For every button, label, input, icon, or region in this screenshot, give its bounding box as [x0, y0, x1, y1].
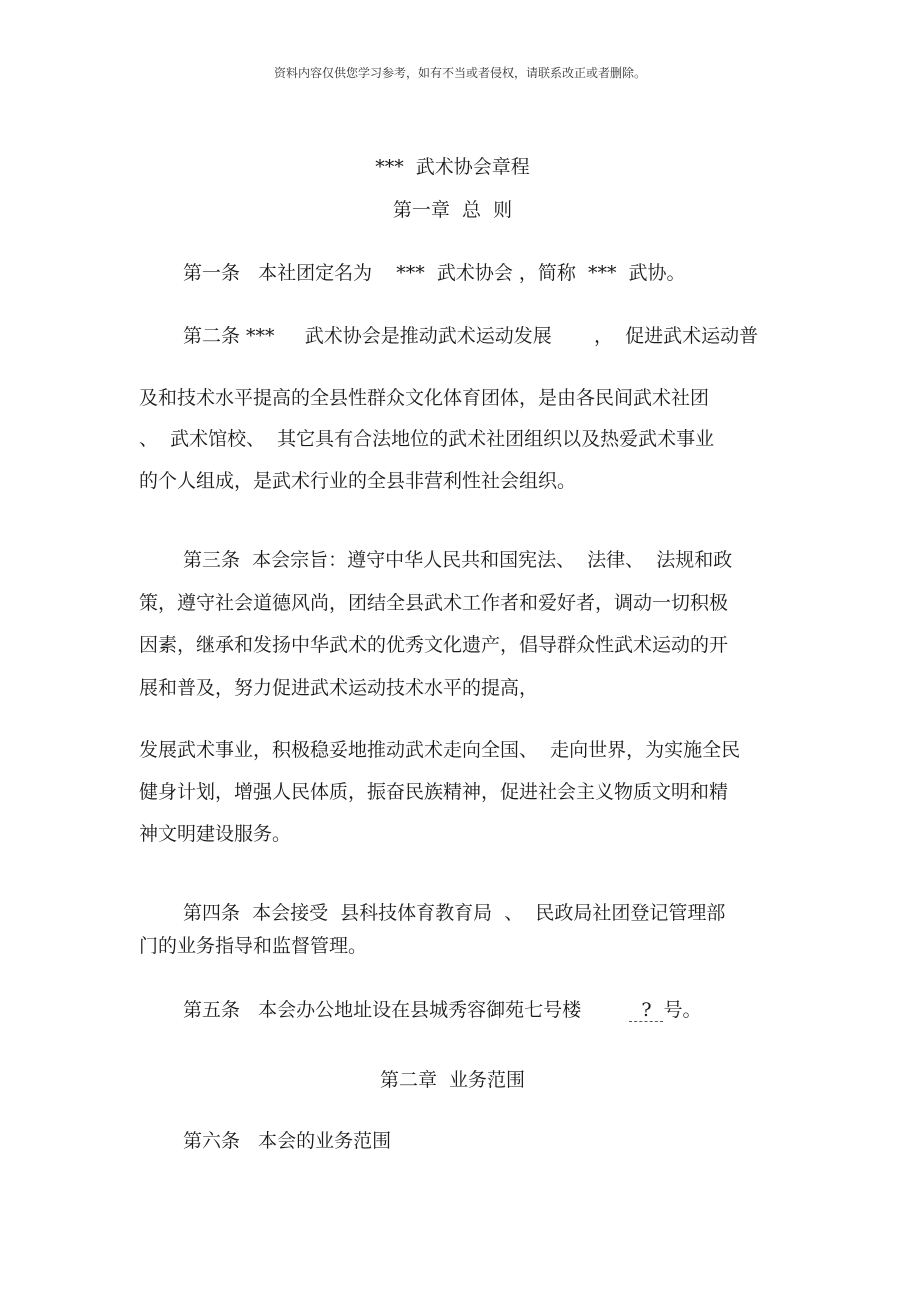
disclaimer-header: 资料内容仅供您学习参考，如有不当或者侵权，请联系改正或者删除。: [273, 66, 646, 80]
document-title: *** 武术协会章程: [375, 156, 530, 178]
address-blank: ?: [629, 999, 663, 1022]
article-3-line-3: 因素，继承和发扬中华武术的优秀文化遗产，倡导群众性武术运动的开: [139, 634, 729, 656]
article-1: 第一条 本社团定名为 *** 武术协会 ，简称 *** 武协。: [183, 262, 686, 284]
article-4-line-1: 第四条 本会接受 县科技体育教育局 、 民政局社团登记管理部: [183, 902, 726, 924]
article-6: 第六条 本会的业务范围: [183, 1130, 392, 1152]
article-5-suffix: 号。: [663, 999, 702, 1021]
article-2-line-3: 、 武术馆校、 其它具有合法地位的武术社团组织以及热爱武术事业: [139, 428, 715, 450]
article-3-line-5: 发展武术事业，积极稳妥地推动武术走向全国、 走向世界，为实施全民: [139, 739, 741, 761]
chapter-2-title: 第二章 业务范围: [379, 1069, 526, 1091]
article-5-text: 第五条 本会办公地址设在县城秀容御苑七号楼: [183, 999, 630, 1021]
chapter-1-title: 第一章 总 则: [392, 199, 513, 221]
article-2-line-2: 及和技术水平提高的全县性群众文化体育团体，是由各民间武术社团: [139, 387, 710, 409]
article-3-line-1: 第三条 本会宗旨：遵守中华人民共和国宪法、 法律、 法规和政: [183, 549, 733, 571]
article-2-line-4: 的个人组成，是武术行业的全县非营利性社会组织。: [139, 470, 577, 492]
article-3-line-7: 神文明建设服务。: [139, 823, 292, 845]
article-3-line-4: 展和普及，努力促进武术运动技术水平的提高，: [139, 677, 539, 699]
article-3-line-2: 策，遵守社会道德风尚，团结全县武术工作者和爱好者，调动一切积极: [139, 592, 729, 614]
article-3-line-6: 健身计划，增强人民体质，振奋民族精神，促进社会主义物质文明和精: [139, 781, 729, 803]
article-4-line-2: 门的业务指导和监督管理。: [139, 935, 368, 957]
article-5: [183, 997, 701, 1023]
article-2-line-1: 第二条 *** 武术协会是推动武术运动发展 ， 促进武术运动普: [183, 325, 759, 347]
